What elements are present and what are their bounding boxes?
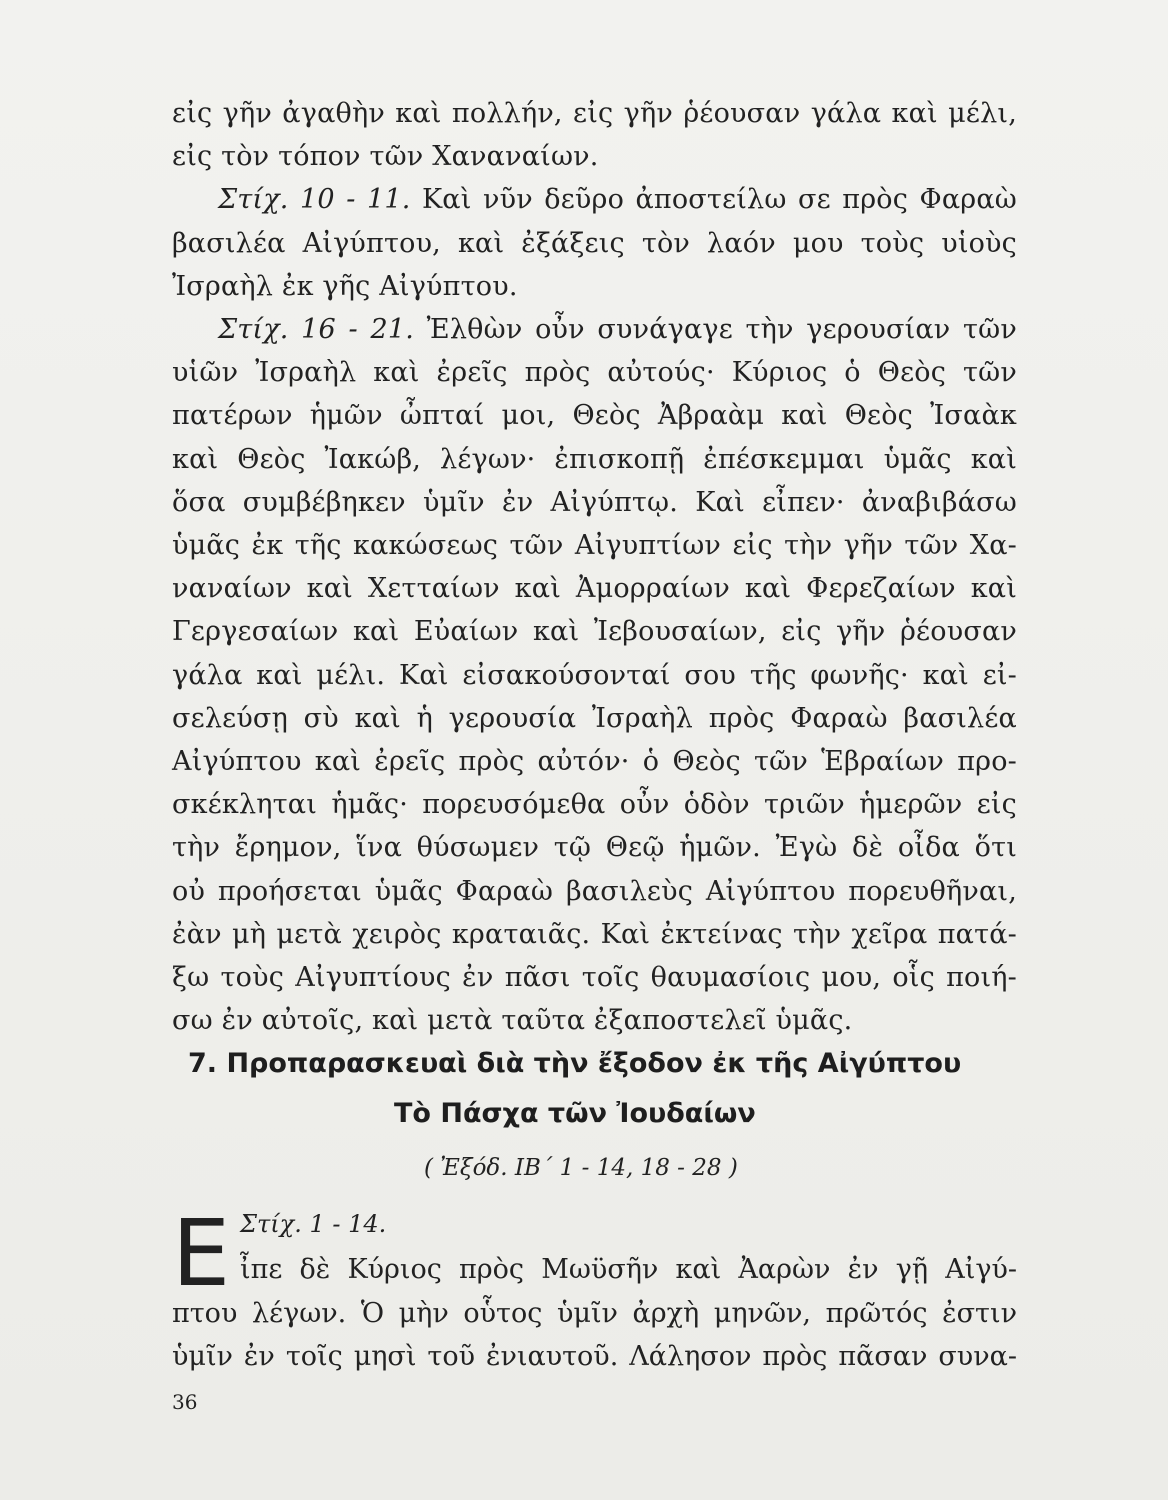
text-line: τὴν ἔρημον, ἵνα θύσωμεν τῷ Θεῷ ἡμῶν. Ἐγὼ δὲ οἶδα ὅτι xyxy=(172,832,1017,864)
text-line: Γεργεσαίων καὶ Εὐαίων καὶ Ἰεβουσαίων, εἰς γῆν ῥέουσαν xyxy=(172,616,1017,648)
text-line: Αἰγύπτου καὶ ἐρεῖς πρὸς αὐτόν· ὁ Θεὸς τῶν Ἑβραίων προ- xyxy=(172,746,1017,778)
text-line: σελεύσῃ σὺ καὶ ἡ γερουσία Ἰσραὴλ πρὸς Φαραὼ βασιλέα xyxy=(172,702,1017,734)
text-line: ὅσα συμβέβηκεν ὑμῖν ἐν Αἰγύπτῳ. Καὶ εἶπεν· ἀναβιβάσω xyxy=(172,486,1017,518)
text-line: ἐὰν μὴ μετὰ χειρὸς κραταιᾶς. Καὶ ἐκτείνας τὴν χεῖρα πατά- xyxy=(172,918,1017,950)
section-source-ref: ( Ἐξόδ. ΙΒ΄ 1 - 14, 18 - 28 ) xyxy=(424,1155,738,1181)
text-line: πτου λέγων. Ὁ μὴν οὗτος ὑμῖν ἀρχὴ μηνῶν, πρῶτός ἐστιν xyxy=(172,1297,1017,1329)
text-line: ναναίων καὶ Χετταίων καὶ Ἀμορραίων καὶ Φερεζαίων καὶ xyxy=(172,573,1017,605)
verse-line xyxy=(172,308,1017,351)
text-line: καὶ Θεὸς Ἰακώβ, λέγων· ἐπισκοπῇ ἐπέσκεμμαι ὑμᾶς καὶ xyxy=(172,443,1017,475)
text-line: ὑμῖν ἐν τοῖς μησὶ τοῦ ἐνιαυτοῦ. Λάλησον πρὸς πᾶσαν συνα- xyxy=(172,1341,1017,1372)
text-line: ἶπε δὲ Κύριος πρὸς Μωϋσῆν καὶ Ἀαρὼν ἐν γῇ Αἰγύ- xyxy=(240,1254,1017,1285)
text-line: σκέκληται ἡμᾶς· πορευσόμεθα οὖν ὁδὸν τριῶν ἡμερῶν εἰς xyxy=(172,789,1017,821)
main-text xyxy=(172,92,1017,1042)
text-line: γάλα καὶ μέλι. Καὶ εἰσακούσονταί σου τῆς φωνῆς· καὶ εἰ- xyxy=(172,659,1017,691)
verse-text: Ἐλθὼν οὖν συνάγαγε τὴν γερουσίαν τῶν xyxy=(414,314,1017,346)
text-line: οὐ προήσεται ὑμᾶς Φαραὼ βασιλεὺς Αἰγύπτου πορευθῆναι, xyxy=(172,875,1017,907)
verse-text: Καὶ νῦν δεῦρο ἀποστείλω σε πρὸς Φαραὼ xyxy=(410,184,1017,216)
section-title-line-1: 7. Προπαρασκευαὶ διὰ τὴν ἔξοδον ἐκ τῆς Αἰγύπτου xyxy=(188,1048,962,1079)
text-line: υἱῶν Ἰσραὴλ καὶ ἐρεῖς πρὸς αὐτούς· Κύριος ὁ Θεὸς τῶν xyxy=(172,357,1017,389)
text-line: εἰς γῆν ἀγαθὴν καὶ πολλήν, εἰς γῆν ῥέουσαν γάλα καὶ μέλι, xyxy=(172,98,1017,129)
verse-line xyxy=(172,178,1017,221)
text-line: βασιλέα Αἰγύπτου, καὶ ἐξάξεις τὸν λαόν μου τοὺς υἱοὺς xyxy=(172,227,1017,259)
text-line: ὑμᾶς ἐκ τῆς κακώσεως τῶν Αἰγυπτίων εἰς τὴν γῆν τῶν Χα- xyxy=(172,530,1017,562)
text-line: σω ἐν αὐτοῖς, καὶ μετὰ ταῦτα ἐξαποστελεῖ ὑμᾶς. xyxy=(172,1005,853,1037)
page-number: 36 xyxy=(172,1390,198,1414)
section-title-line-2: Τὸ Πάσχα τῶν Ἰουδαίων xyxy=(394,1098,756,1129)
text-line: πατέρων ἡμῶν ὦπταί μοι, Θεὸς Ἀβραὰμ καὶ Θεὸς Ἰσαὰκ xyxy=(172,400,1017,432)
section-text xyxy=(172,1248,1017,1379)
verse-ref: Στίχ. 10 - 11. xyxy=(218,184,411,216)
drop-cap: Ε xyxy=(172,1200,231,1307)
verse-ref: Στίχ. 16 - 21. xyxy=(218,314,415,346)
text-line: ξω τοὺς Αἰγυπτίους ἐν πᾶσι τοῖς θαυμασίοις μου, οἷς ποιή- xyxy=(172,962,1017,994)
text-line: Ἰσραὴλ ἐκ γῆς Αἰγύπτου. xyxy=(172,270,518,302)
text-line: εἰς τὸν τόπον τῶν Χαναναίων. xyxy=(172,141,599,173)
verse-ref: Στίχ. 1 - 14. xyxy=(240,1210,387,1238)
